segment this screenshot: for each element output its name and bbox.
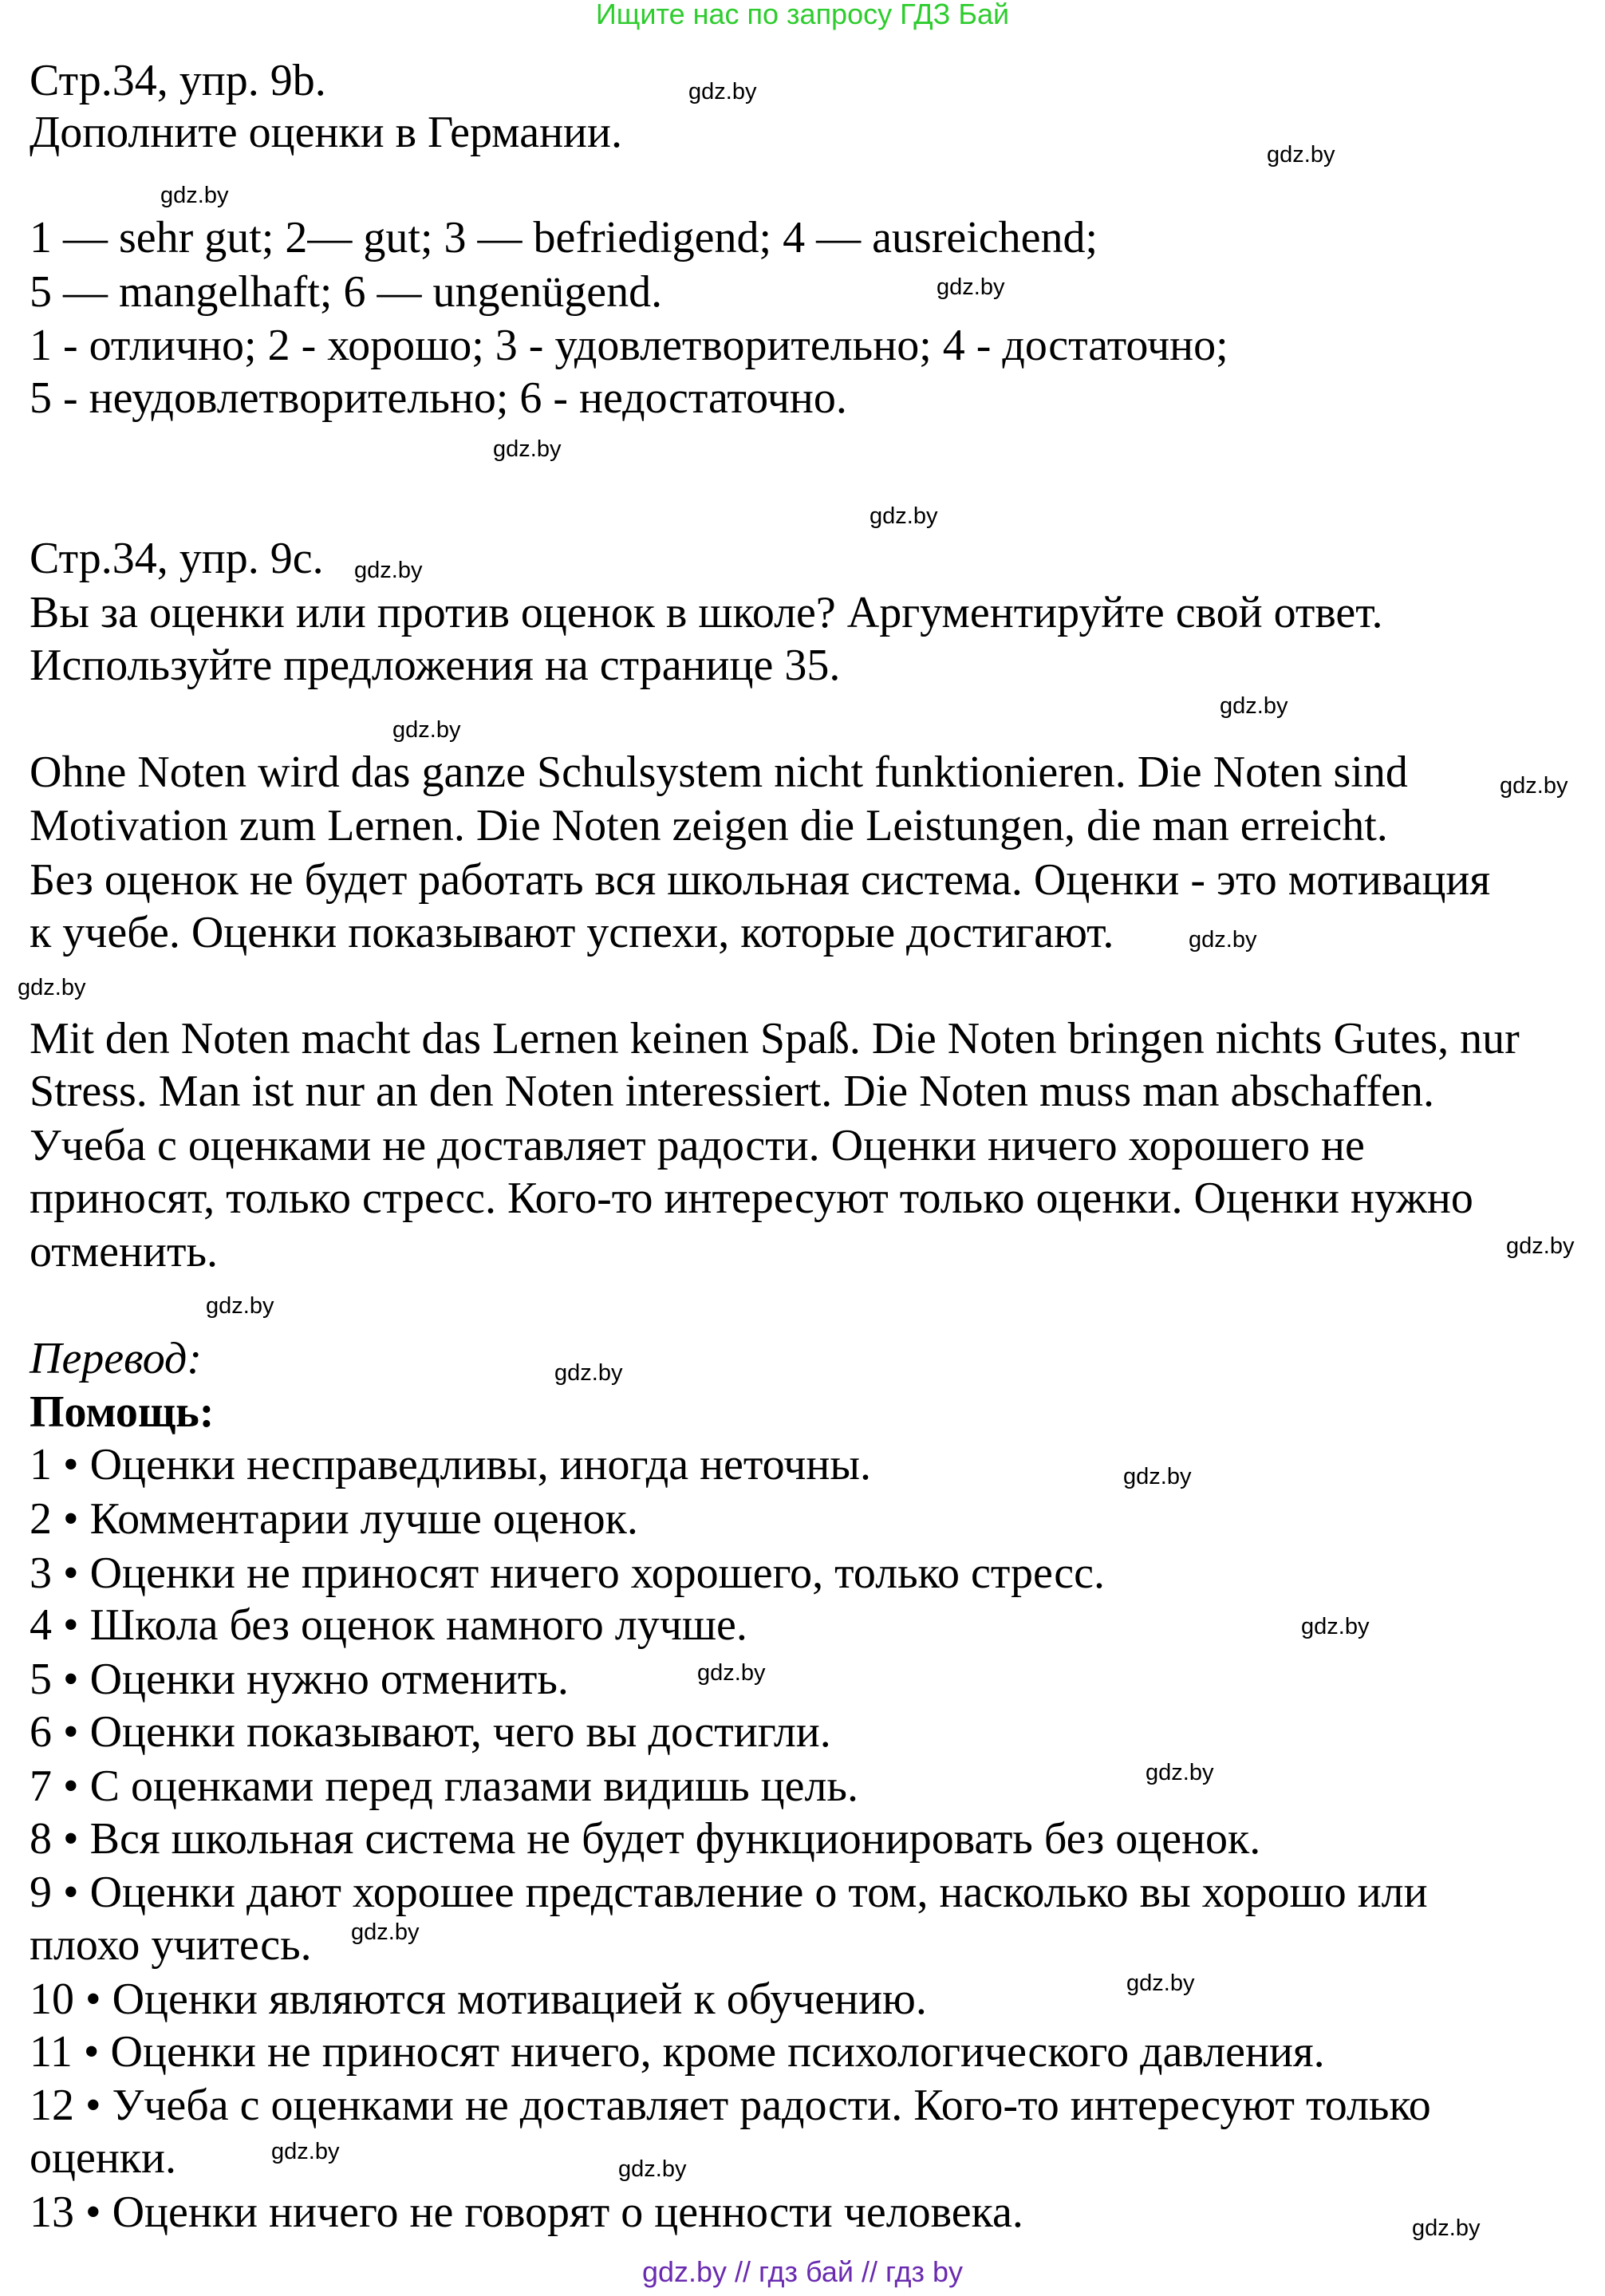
answer-line: 5 - неудовлетворительно; 6 - недостаточно.	[30, 373, 847, 423]
help-item: плохо учитесь.	[30, 1920, 312, 1970]
watermark: gdz.by	[1500, 773, 1568, 799]
help-item: 8 • Вся школьная система не будет функционировать без оценок.	[30, 1814, 1261, 1864]
help-item: 3 • Оценки не приносят ничего хорошего, только стресс.	[30, 1548, 1105, 1598]
watermark: gdz.by	[697, 1660, 766, 1686]
help-item: 6 • Оценки показывают, чего вы достигли.	[30, 1707, 831, 1757]
help-item: 9 • Оценки дают хорошее представление о том, насколько вы хорошо или	[30, 1868, 1428, 1917]
watermark: gdz.by	[1267, 142, 1335, 168]
answer-line: 5 — mangelhaft; 6 — ungenügend.	[30, 267, 663, 317]
exercise-title-9b: Стр.34, упр. 9b.	[30, 56, 326, 105]
help-item: 1 • Оценки несправедливы, иногда неточны.	[30, 1440, 871, 1489]
help-item: 10 • Оценки являются мотивацией к обучению.	[30, 1974, 927, 2024]
watermark: gdz.by	[1126, 1971, 1195, 1996]
watermark: gdz.by	[1506, 1233, 1575, 1259]
help-item: оценки.	[30, 2133, 176, 2183]
watermark: gdz.by	[18, 975, 86, 1000]
exercise-title-9c: Стр.34, упр. 9c.	[30, 534, 324, 583]
watermark: gdz.by	[1146, 1760, 1214, 1785]
watermark: gdz.by	[1123, 1464, 1192, 1489]
answer-line: 1 - отлично; 2 - хорошо; 3 - удовлетворительно; 4 - достаточно;	[30, 321, 1228, 370]
watermark: gdz.by	[271, 2139, 340, 2164]
answer-line: Stress. Man ist nur an den Noten interessiert. Die Noten muss man abschaffen.	[30, 1067, 1435, 1116]
watermark: gdz.by	[392, 717, 461, 743]
task-text: Дополните оценки в Германии.	[30, 108, 622, 157]
watermark: gdz.by	[870, 503, 938, 529]
watermark: gdz.by	[160, 183, 229, 208]
help-item: 5 • Оценки нужно отменить.	[30, 1655, 569, 1704]
help-item: 2 • Комментарии лучше оценок.	[30, 1494, 638, 1544]
watermark: gdz.by	[554, 1360, 623, 1386]
task-text: Вы за оценки или против оценок в школе? Аргументируйте свой ответ.	[30, 588, 1383, 637]
watermark: gdz.by	[1301, 1614, 1370, 1639]
answer-line: 1 — sehr gut; 2— gut; 3 — befriedigend; 4 — ausreichend;	[30, 213, 1098, 262]
answer-line: Ohne Noten wird das ganze Schulsystem nicht funktionieren. Die Noten sind	[30, 748, 1408, 797]
watermark: gdz.by	[618, 2156, 687, 2182]
watermark: gdz.by	[937, 274, 1005, 300]
answer-line: Учеба с оценками не доставляет радости. Оценки ничего хорошего не	[30, 1121, 1365, 1170]
help-item: 4 • Школа без оценок намного лучше.	[30, 1600, 747, 1650]
answer-line: Без оценок не будет работать вся школьная система. Оценки - это мотивация	[30, 855, 1491, 905]
translation-heading: Перевод:	[30, 1334, 202, 1383]
answer-line: к учебе. Оценки показывают успехи, которые достигают.	[30, 908, 1114, 957]
watermark: gdz.by	[206, 1293, 274, 1319]
help-item: 12 • Учеба с оценками не доставляет радости. Кого-то интересуют только	[30, 2081, 1431, 2130]
answer-line: Motivation zum Lernen. Die Noten zeigen die Leistungen, die man erreicht.	[30, 801, 1388, 850]
watermark: gdz.by	[1220, 693, 1288, 719]
help-heading: Помощь:	[30, 1387, 215, 1437]
help-item: 11 • Оценки не приносят ничего, кроме психологического давления.	[30, 2027, 1325, 2077]
promo-header[interactable]: Ищите нас по запросу ГДЗ Бай	[595, 0, 1010, 30]
watermark: gdz.by	[354, 558, 423, 583]
watermark: gdz.by	[1189, 927, 1257, 953]
watermark: gdz.by	[1412, 2215, 1481, 2241]
answer-line: отменить.	[30, 1227, 218, 1276]
task-text: Используйте предложения на странице 35.	[30, 641, 841, 690]
footer-links[interactable]: gdz.by // гдз бай // гдз by	[641, 2255, 964, 2288]
help-item: 7 • С оценками перед глазами видишь цель.	[30, 1761, 858, 1811]
answer-line: приносят, только стресс. Кого-то интересуют только оценки. Оценки нужно	[30, 1174, 1473, 1223]
watermark: gdz.by	[351, 1919, 420, 1945]
answer-line: Mit den Noten macht das Lernen keinen Spaß. Die Noten bringen nichts Gutes, nur	[30, 1014, 1520, 1063]
help-item: 13 • Оценки ничего не говорят о ценности человека.	[30, 2188, 1023, 2237]
watermark: gdz.by	[688, 79, 757, 105]
watermark: gdz.by	[493, 436, 562, 462]
